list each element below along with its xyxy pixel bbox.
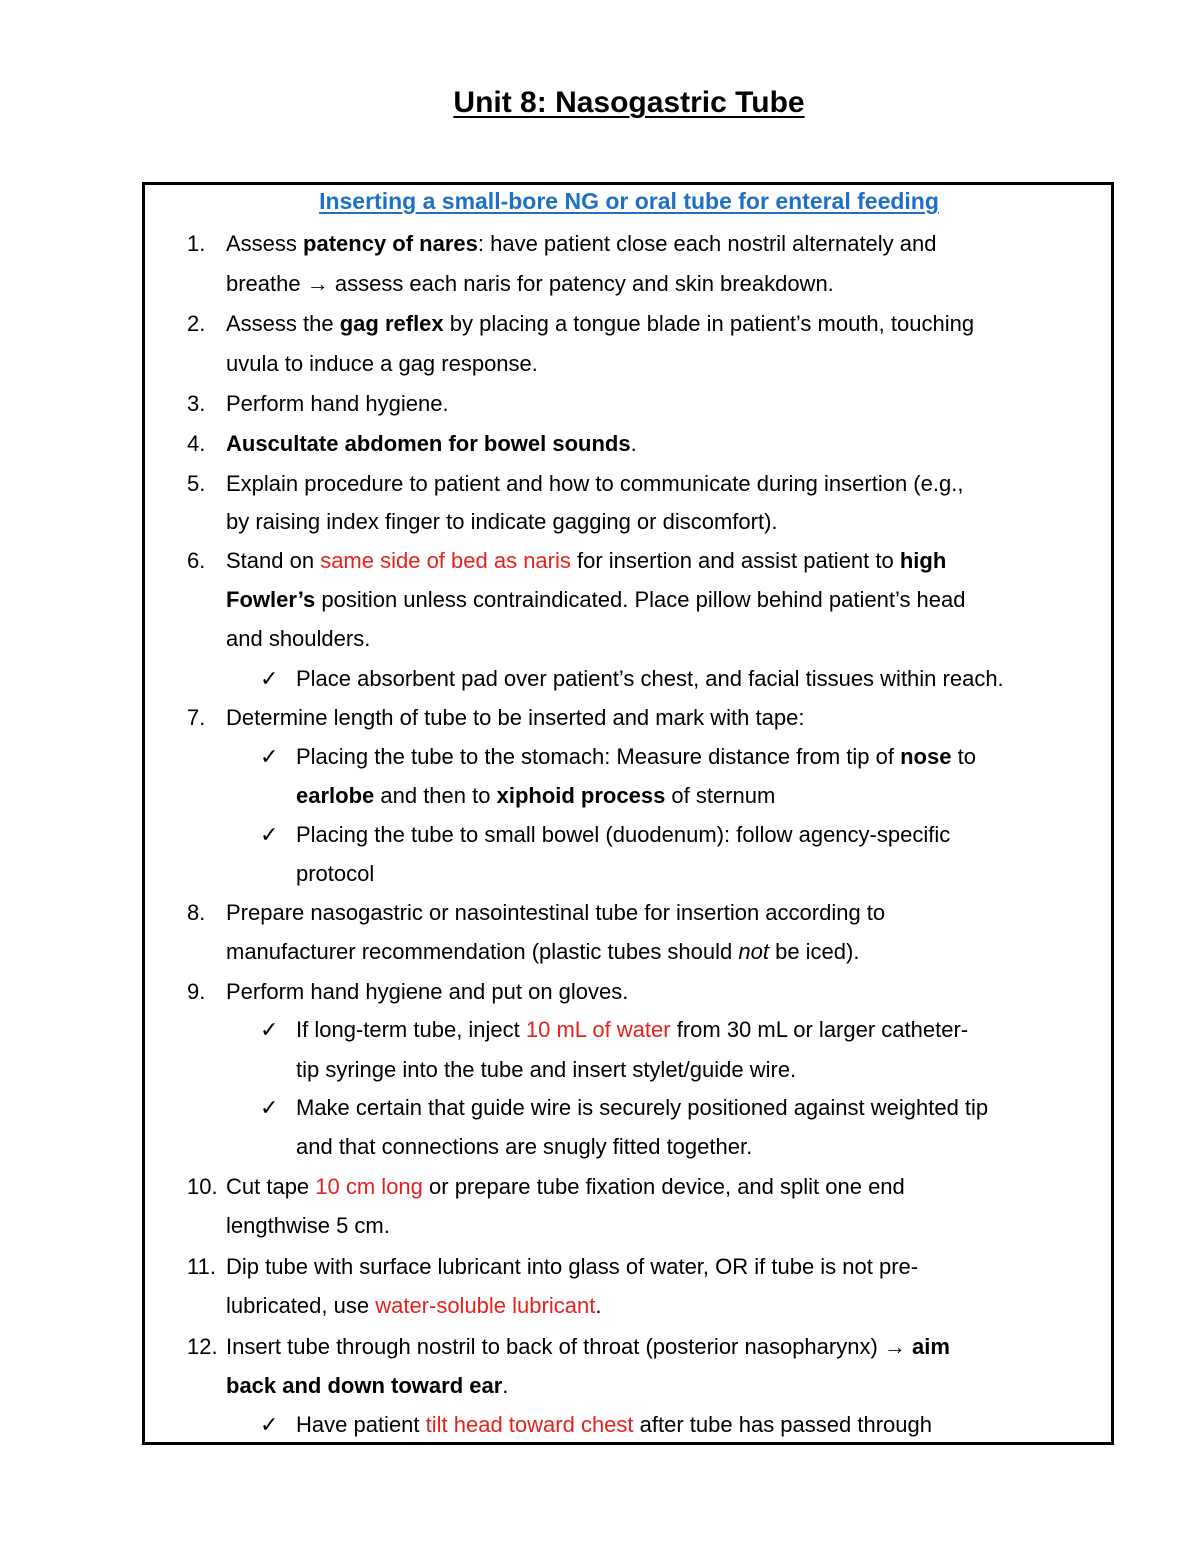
step-number: 12. [187, 1334, 218, 1359]
step-text: lengthwise 5 cm. [226, 1213, 390, 1238]
arrow-right-icon: → [306, 271, 329, 296]
step-text: assess each naris for patency and skin breakdown. [328, 271, 834, 296]
checkmark-icon: ✓ [260, 744, 279, 769]
page-title: Unit 8: Nasogastric Tube [453, 86, 805, 119]
arrow-right-icon: → [883, 1334, 906, 1359]
step-bold-text: Auscultate abdomen for bowel sounds [226, 431, 631, 456]
step-text: Assess the [226, 311, 340, 336]
step-text: or prepare tube fixation device, and split one end [422, 1174, 905, 1199]
step-text: . [502, 1373, 509, 1398]
step-text: breathe [226, 271, 307, 296]
step-text: Dip tube with surface lubricant into glass of water, OR if tube is not pre- [226, 1254, 919, 1279]
highlight-text: 10 mL of water [525, 1017, 671, 1042]
step-text: Perform hand hygiene. [226, 391, 449, 416]
step-text: . [630, 431, 637, 456]
step-italic-text: not [738, 939, 769, 964]
step-bold-text: Fowler’s [226, 587, 316, 612]
highlight-text: water-soluble lubricant [375, 1293, 596, 1318]
checkmark-icon: ✓ [260, 822, 279, 847]
step-number: 8. [187, 900, 206, 925]
sub-item-text: tip syringe into the tube and insert stylet/guide wire. [296, 1057, 797, 1082]
step-text: Stand on [226, 548, 321, 573]
step-text: manufacturer recommendation (plastic tubes should [226, 939, 739, 964]
step-bold-text: nose [900, 744, 952, 769]
step-number: 5. [187, 471, 206, 496]
step-bold-text: xiphoid process [496, 783, 666, 808]
sub-item-text: Placing the tube to the stomach: Measure distance from tip of [296, 744, 901, 769]
checkmark-icon: ✓ [260, 1095, 279, 1120]
step-text: lubricated, use [226, 1293, 376, 1318]
sub-item-text: and then to [374, 783, 497, 808]
checkmark-icon: ✓ [260, 1412, 279, 1437]
step-bold-text: earlobe [296, 783, 375, 808]
step-text: be iced). [768, 939, 860, 964]
step-text: for insertion and assist patient to [570, 548, 900, 573]
step-text: Explain procedure to patient and how to communicate during insertion (e.g., [226, 471, 964, 496]
step-text: uvula to induce a gag response. [226, 351, 538, 376]
step-bold-text: high [899, 548, 947, 573]
step-number: 7. [187, 705, 206, 730]
step-text: position unless contraindicated. Place pillow behind patient’s head [315, 587, 966, 612]
checkmark-icon: ✓ [260, 1017, 279, 1042]
sub-item-text: from 30 mL or larger catheter- [670, 1017, 969, 1042]
sub-item-text: Have patient [296, 1412, 426, 1437]
step-number: 1. [187, 231, 206, 256]
step-text: Perform hand hygiene and put on gloves. [226, 979, 629, 1004]
step-bold-text: gag reflex [339, 311, 444, 336]
step-text: Cut tape [226, 1174, 316, 1199]
step-number: 2. [187, 311, 206, 336]
highlight-text: same side of bed as naris [320, 548, 571, 573]
step-text: by placing a tongue blade in patient’s mouth, touching [443, 311, 975, 336]
step-bold-text: aim [905, 1334, 950, 1359]
highlight-text: tilt head toward chest [425, 1412, 634, 1437]
sub-item-text: If long-term tube, inject [296, 1017, 526, 1042]
step-number: 3. [187, 391, 206, 416]
step-text: . [595, 1293, 602, 1318]
step-bold-text: back and down toward ear [226, 1373, 503, 1398]
sub-item-text: Placing the tube to small bowel (duodenum): follow agency-specific [296, 822, 951, 847]
step-number: 10. [187, 1174, 218, 1199]
sub-item-text: protocol [296, 861, 375, 886]
step-text: Prepare nasogastric or nasointestinal tube for insertion according to [226, 900, 886, 925]
checkmark-icon: ✓ [260, 666, 279, 691]
step-number: 6. [187, 548, 206, 573]
sub-item-text: Make certain that guide wire is securely positioned against weighted tip [296, 1095, 989, 1120]
step-text: by raising index finger to indicate gagging or discomfort). [226, 509, 778, 534]
step-text: and shoulders. [226, 626, 371, 651]
highlight-text: 10 cm long [315, 1174, 423, 1199]
step-text: Determine length of tube to be inserted and mark with tape: [226, 705, 805, 730]
step-number: 9. [187, 979, 206, 1004]
sub-item-text: after tube has passed through [633, 1412, 932, 1437]
step-number: 4. [187, 431, 206, 456]
sub-item-text: of sternum [665, 783, 776, 808]
sub-item-text: Place absorbent pad over patient’s chest, and facial tissues within reach. [296, 666, 1004, 691]
step-text: Assess [226, 231, 304, 256]
step-bold-text: patency of nares [303, 231, 478, 256]
section-heading: Inserting a small-bore NG or oral tube for enteral feeding [319, 188, 939, 214]
sub-item-text: to [951, 744, 976, 769]
sub-item-text: and that connections are snugly fitted together. [296, 1134, 753, 1159]
step-text: Insert tube through nostril to back of throat (posterior nasopharynx) [226, 1334, 884, 1359]
step-text: : have patient close each nostril alternately and [477, 231, 937, 256]
step-number: 11. [187, 1254, 216, 1279]
